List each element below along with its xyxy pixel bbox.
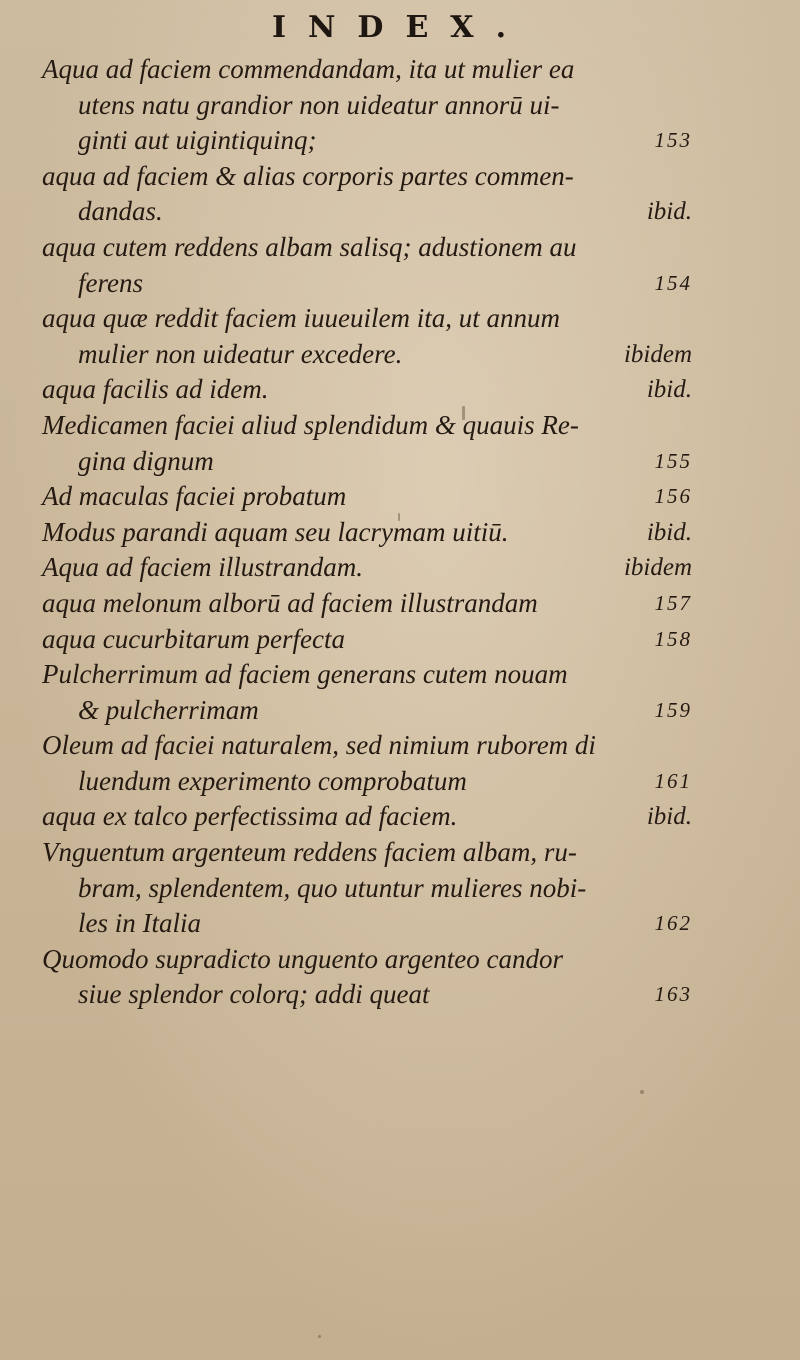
- entry-line: dandas.: [78, 196, 163, 227]
- index-entry: [42, 622, 692, 658]
- index-entry: [42, 479, 692, 515]
- index-list: [42, 52, 692, 1013]
- index-entry: [42, 550, 692, 586]
- index-entry: [42, 799, 692, 835]
- index-entry: [42, 230, 692, 301]
- page-reference: 162: [654, 911, 692, 936]
- entry-line: gina dignum: [78, 445, 214, 476]
- index-entry: [42, 301, 692, 372]
- entry-line: utens natu grandior non uideatur annorū ui-: [78, 89, 560, 120]
- paper-speck: [462, 406, 465, 420]
- page-reference: ibid.: [646, 518, 692, 546]
- paper-speck: [398, 513, 400, 521]
- entry-line: aqua ex talco perfectissima ad faciem.: [42, 801, 458, 832]
- entry-line: bram, splendentem, quo utuntur mulieres nobi-: [78, 872, 587, 903]
- entry-line: & pulcherrimam: [78, 694, 259, 725]
- entry-line: Modus parandi aquam seu lacrymam uitiū.: [42, 516, 509, 547]
- index-entry: [42, 728, 692, 799]
- entry-line: Oleum ad faciei naturalem, sed nimium ruborem di: [42, 730, 596, 761]
- entry-line: ginti aut uigintiquinq;: [78, 125, 317, 156]
- paper-speck: [640, 1090, 644, 1094]
- page-reference: 159: [654, 697, 692, 722]
- page-reference: 156: [654, 484, 692, 509]
- entry-line: siue splendor colorq; addi queat: [78, 979, 430, 1010]
- entry-line: Medicamen faciei aliud splendidum & quauis Re-: [42, 409, 579, 440]
- page-reference: ibidem: [623, 554, 692, 582]
- index-entry: [42, 372, 692, 408]
- page-reference: ibidem: [623, 340, 692, 368]
- index-entry: [42, 515, 692, 551]
- entry-line: ferens: [78, 267, 143, 298]
- index-entry: [42, 586, 692, 622]
- page-reference: 163: [654, 982, 692, 1007]
- entry-line: mulier non uideatur excedere.: [78, 338, 403, 369]
- entry-line: aqua quæ reddit faciem iuueuilem ita, ut annum: [42, 303, 560, 334]
- page-reference: 161: [654, 768, 692, 793]
- page-reference: ibid.: [646, 803, 692, 831]
- page-reference: 153: [654, 128, 692, 153]
- paper-speck: [318, 1335, 321, 1338]
- entry-line: aqua facilis ad idem.: [42, 374, 269, 405]
- entry-line: les in Italia: [78, 908, 201, 939]
- entry-line: aqua cucurbitarum perfecta: [42, 623, 345, 654]
- index-entry: [42, 159, 692, 230]
- entry-line: Aqua ad faciem illustrandam.: [42, 552, 363, 583]
- page-header: INDEX.: [271, 10, 529, 45]
- entry-line: Quomodo supradicto unguento argenteo candor: [42, 943, 563, 974]
- index-entry: [42, 835, 692, 942]
- page-reference: 155: [654, 448, 692, 473]
- page-reference: 154: [654, 270, 692, 295]
- entry-line: aqua ad faciem & alias corporis partes commen-: [42, 160, 574, 191]
- entry-line: Vnguentum argenteum reddens faciem albam, ru-: [42, 837, 577, 868]
- index-entry: [42, 408, 692, 479]
- index-entry: [42, 52, 692, 159]
- index-entry: [42, 942, 692, 1013]
- entry-line: aqua melonum alborū ad faciem illustrandam: [42, 587, 538, 618]
- entry-line: aqua cutem reddens albam salisq; adustionem au: [42, 231, 577, 262]
- index-entry: [42, 657, 692, 728]
- entry-line: Ad maculas faciei probatum: [42, 481, 347, 512]
- entry-line: luendum experimento comprobatum: [78, 765, 467, 796]
- page-reference: 157: [654, 590, 692, 615]
- page-reference: ibid.: [646, 376, 692, 404]
- page-reference: ibid.: [646, 198, 692, 226]
- page-reference: 158: [654, 626, 692, 651]
- entry-line: Aqua ad faciem commendandam, ita ut mulier ea: [42, 54, 575, 84]
- entry-line: Pulcherrimum ad faciem generans cutem nouam: [42, 659, 568, 690]
